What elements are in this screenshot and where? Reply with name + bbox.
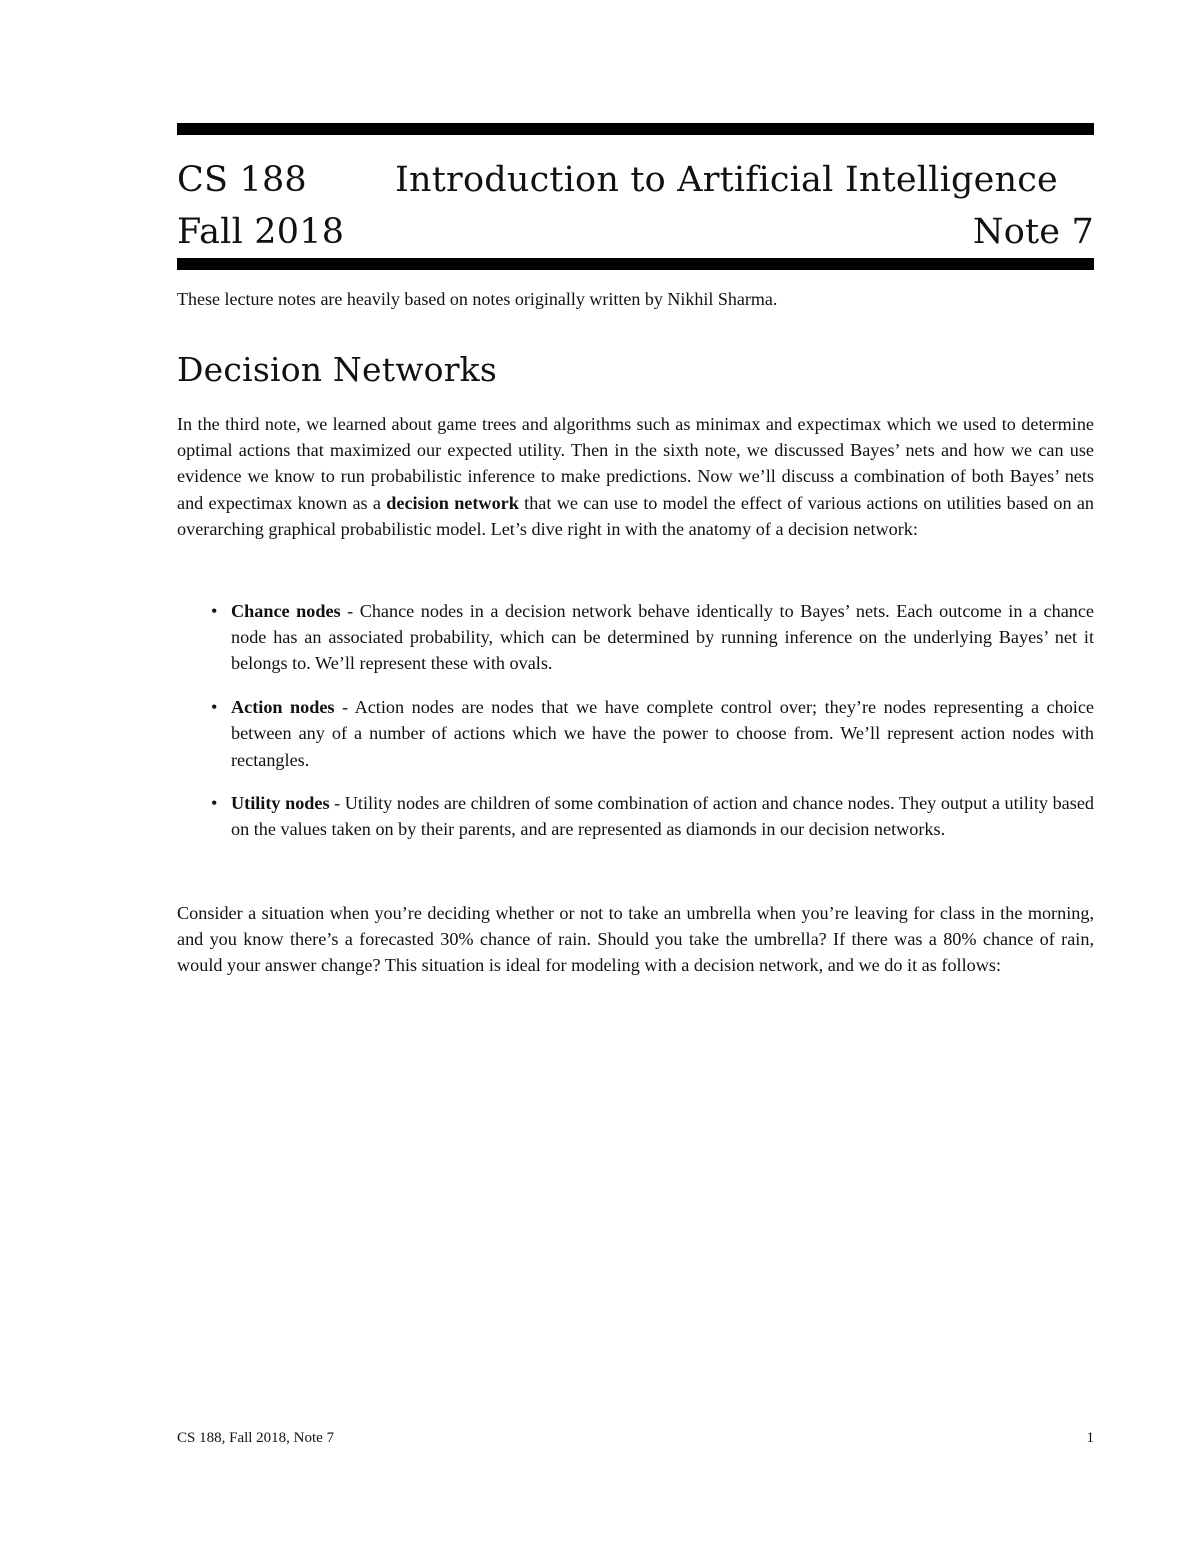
node-types-list [177, 598, 1094, 860]
section-title: Decision Networks [177, 350, 498, 389]
note-number: Note 7 [972, 212, 1094, 252]
header-bottom-rule [177, 258, 1094, 270]
umbrella-paragraph: Consider a situation when you’re deciding whether or not to take an umbrella when you’re leaving for class in the morning, and you know there’s a forecasted 30% chance of rain. Should you take the umbrella? If there was a 80% chance of rain, would your answer change? This situation is ideal for modeling with a decision network, and we do it as follows: [177, 903, 1094, 976]
bullet-text: - Action nodes are nodes that we have complete control over; they’re nodes representing a choice between any of a number of actions which we have the power to choose from. We’ll represent action nodes with rectangles. [231, 697, 1095, 770]
bullet-icon: • [211, 697, 218, 718]
bullet-term: Utility nodes [231, 793, 330, 814]
page-number: 1 [1086, 1430, 1094, 1446]
list-item [177, 790, 1094, 842]
list-item [177, 598, 1094, 677]
intro-text-part2: that we can use to model the effect of various actions on utilities based on an overarching graphical probabilistic model. Let’s dive right in with the anatomy of a decision network: [177, 492, 1094, 539]
course-code: CS 188 [177, 160, 307, 200]
bullet-term: Action nodes [231, 697, 335, 718]
intro-paragraph [177, 411, 1094, 542]
list-item [177, 694, 1094, 773]
course-title: Introduction to Artificial Intelligence [395, 160, 1058, 200]
course-term: Fall 2018 [177, 212, 345, 252]
bullet-text: - Utility nodes are children of some combination of action and chance nodes. They output a utility based on the values taken on by their parents, and are represented as diamonds in our decision networks. [231, 793, 1094, 840]
footer-label: CS 188, Fall 2018, Note 7 [177, 1430, 335, 1446]
intro-bold-term: decision network [386, 492, 519, 513]
header-top-rule [177, 123, 1094, 135]
bullet-icon: • [211, 601, 218, 621]
intro-text-part1: In the third note, we learned about game trees and algorithms such as minimax and expectimax which we used to determine optimal actions that maximized our expected utility. Then in the sixth note, we discussed Bayes’ nets and how we can use evidence we know to run probabilistic inference to make predictions. Now we’ll discuss a combination of both Bayes’ nets and expectimax known as a [177, 414, 1094, 513]
bullet-icon: • [211, 793, 218, 814]
bullet-text: - Chance nodes in a decision network behave identically to Bayes’ nets. Each outcome in a chance node has an associated probability, which can be determined by running inference on the underlying Bayes’ net it belongs to. We’ll represent these with ovals. [231, 601, 1095, 674]
credit-line: These lecture notes are heavily based on notes originally written by Nikhil Sharma. [177, 289, 778, 309]
document-page [177, 0, 1094, 1553]
bullet-term: Chance nodes [231, 601, 341, 621]
